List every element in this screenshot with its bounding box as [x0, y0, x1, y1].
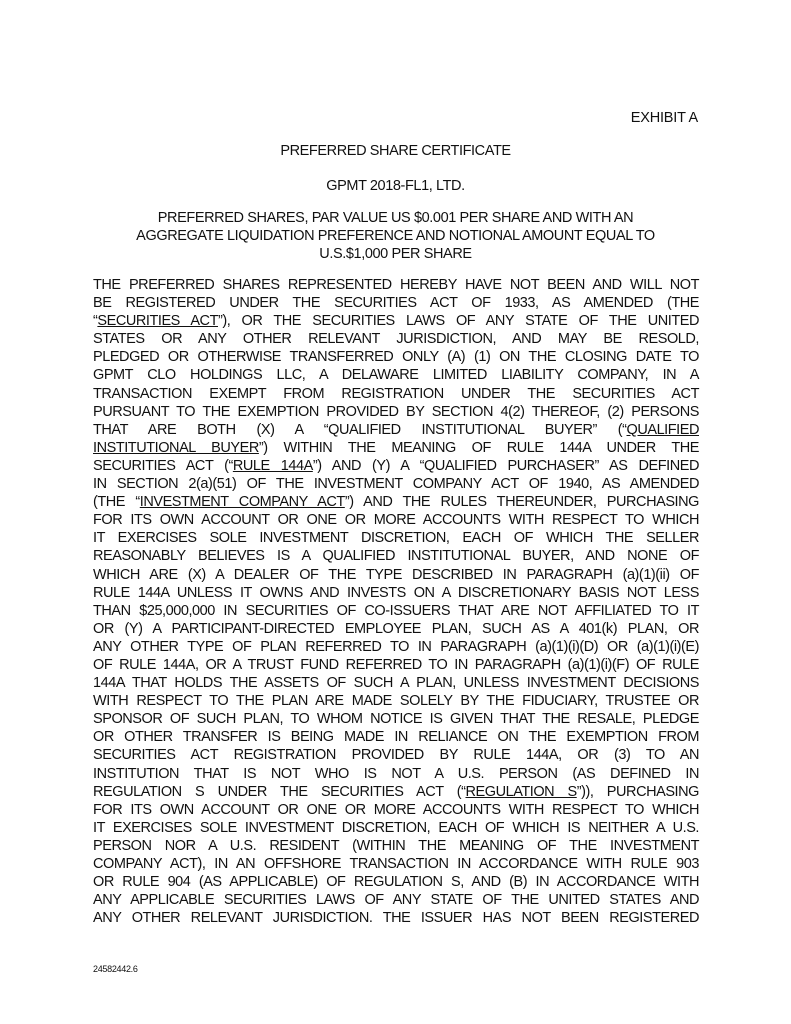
- defined-term: INSTITUTIONAL BUYER: [93, 439, 259, 456]
- legend-line: BE REGISTERED UNDER THE SECURITIES ACT OF 1933, AS AMENDED (THE: [93, 295, 699, 312]
- share-description-line: PREFERRED SHARES, PAR VALUE US $0.001 PER SHARE AND WITH AN: [157, 210, 634, 226]
- legend-line: OR OTHER TRANSFER IS BEING MADE IN RELIANCE ON THE EXEMPTION FROM: [93, 729, 699, 746]
- legend-line: “SECURITIES ACT”), OR THE SECURITIES LAWS OF ANY STATE OF THE UNITED: [93, 313, 699, 330]
- defined-term: RULE 144A: [232, 457, 313, 474]
- legend-line: THE PREFERRED SHARES REPRESENTED HEREBY HAVE NOT BEEN AND WILL NOT: [93, 277, 699, 293]
- certificate-title: PREFERRED SHARE CERTIFICATE: [280, 143, 511, 159]
- legend-line: 144A THAT HOLDS THE ASSETS OF SUCH A PLAN, UNLESS INVESTMENT DECISIONS: [93, 675, 699, 692]
- defined-term: SECURITIES ACT: [97, 313, 218, 330]
- defined-term: REGULATION S: [465, 783, 577, 800]
- legend-line: (THE “INVESTMENT COMPANY ACT”) AND THE RULES THEREUNDER, PURCHASING: [93, 494, 699, 511]
- legend-line: REGULATION S UNDER THE SECURITIES ACT (“REGULATION S”)), PURCHASING: [93, 783, 699, 800]
- legend-line: SPONSOR OF SUCH PLAN, TO WHOM NOTICE IS GIVEN THAT THE RESALE, PLEDGE: [93, 711, 699, 728]
- legend-line: GPMT CLO HOLDINGS LLC, A DELAWARE LIMITED LIABILITY COMPANY, IN A: [93, 367, 699, 384]
- legend-line: PLEDGED OR OTHERWISE TRANSFERRED ONLY (A) (1) ON THE CLOSING DATE TO: [93, 349, 699, 366]
- legend-line: INSTITUTION THAT IS NOT WHO IS NOT A U.S. PERSON (AS DEFINED IN: [93, 765, 699, 782]
- legend-line: WHICH ARE (X) A DEALER OF THE TYPE DESCRIBED IN PARAGRAPH (a)(1)(ii) OF: [93, 566, 699, 583]
- defined-term: QUALIFIED: [626, 421, 699, 438]
- legend-line: REASONABLY BELIEVES IS A QUALIFIED INSTITUTIONAL BUYER, AND NONE OF: [93, 548, 699, 565]
- legend-line: THAT ARE BOTH (X) A “QUALIFIED INSTITUTIONAL BUYER” (“QUALIFIED: [93, 421, 699, 438]
- legend-line: IN SECTION 2(a)(51) OF THE INVESTMENT COMPANY ACT OF 1940, AS AMENDED: [93, 476, 699, 493]
- legend-line: TRANSACTION EXEMPT FROM REGISTRATION UNDER THE SECURITIES ACT: [93, 385, 699, 402]
- exhibit-label: EXHIBIT A: [630, 110, 698, 126]
- legend-line: SECURITIES ACT (“RULE 144A”) AND (Y) A “QUALIFIED PURCHASER” AS DEFINED: [93, 457, 699, 474]
- legend-line: PURSUANT TO THE EXEMPTION PROVIDED BY SECTION 4(2) THEREOF, (2) PERSONS: [93, 403, 699, 420]
- share-description: [93, 209, 698, 263]
- defined-term: INVESTMENT COMPANY ACT: [139, 494, 345, 511]
- legend-line: FOR ITS OWN ACCOUNT OR ONE OR MORE ACCOUNTS WITH RESPECT TO WHICH: [93, 801, 699, 818]
- legend-line: RULE 144A UNLESS IT OWNS AND INVESTS ON A DISCRETIONARY BASIS NOT LESS: [93, 584, 699, 601]
- document-id: 24582442.6: [93, 964, 138, 974]
- legend-line: SECURITIES ACT REGISTRATION PROVIDED BY RULE 144A, OR (3) TO AN: [93, 747, 699, 764]
- share-description-line: U.S.$1,000 PER SHARE: [319, 246, 472, 262]
- legend-line: OR (Y) A PARTICIPANT-DIRECTED EMPLOYEE PLAN, SUCH AS A 401(k) PLAN, OR: [93, 620, 699, 637]
- legend-line: WITH RESPECT TO THE PLAN ARE MADE SOLELY BY THE FIDUCIARY, TRUSTEE OR: [93, 693, 699, 710]
- legend-line: OR RULE 904 (AS APPLICABLE) OF REGULATION S, AND (B) IN ACCORDANCE WITH: [93, 874, 699, 891]
- legend-line: COMPANY ACT), IN AN OFFSHORE TRANSACTION IN ACCORDANCE WITH RULE 903: [93, 856, 699, 872]
- share-description-line: AGGREGATE LIQUIDATION PREFERENCE AND NOTIONAL AMOUNT EQUAL TO: [136, 228, 655, 244]
- legend-line: INSTITUTIONAL BUYER”) WITHIN THE MEANING OF RULE 144A UNDER THE: [93, 439, 700, 456]
- legend-line: OF RULE 144A, OR A TRUST FUND REFERRED TO IN PARAGRAPH (a)(1)(i)(F) OF RULE: [93, 656, 699, 673]
- legend-line: ANY OTHER RELEVANT JURISDICTION. THE ISSUER HAS NOT BEEN REGISTERED: [93, 910, 699, 927]
- legend-line: ANY APPLICABLE SECURITIES LAWS OF ANY STATE OF THE UNITED STATES AND: [93, 892, 699, 909]
- legend-line: PERSON NOR A U.S. RESIDENT (WITHIN THE MEANING OF THE INVESTMENT: [93, 837, 699, 854]
- legend-line: FOR ITS OWN ACCOUNT OR ONE OR MORE ACCOUNTS WITH RESPECT TO WHICH: [93, 512, 699, 529]
- securities-legend: [93, 276, 699, 927]
- issuer-name: GPMT 2018-FL1, LTD.: [326, 178, 465, 194]
- legend-line: IT EXERCISES SOLE INVESTMENT DISCRETION, EACH OF WHICH IS NEITHER A U.S.: [93, 819, 699, 836]
- legend-line: ANY OTHER TYPE OF PLAN REFERRED TO IN PARAGRAPH (a)(1)(i)(D) OR (a)(1)(i)(E): [93, 638, 699, 655]
- legend-line: STATES OR ANY OTHER RELEVANT JURISDICTION, AND MAY BE RESOLD,: [93, 331, 699, 348]
- legend-line: THAN $25,000,000 IN SECURITIES OF CO-ISSUERS THAT ARE NOT AFFILIATED TO IT: [93, 602, 699, 619]
- legend-line: IT EXERCISES SOLE INVESTMENT DISCRETION, EACH OF WHICH THE SELLER: [93, 530, 699, 547]
